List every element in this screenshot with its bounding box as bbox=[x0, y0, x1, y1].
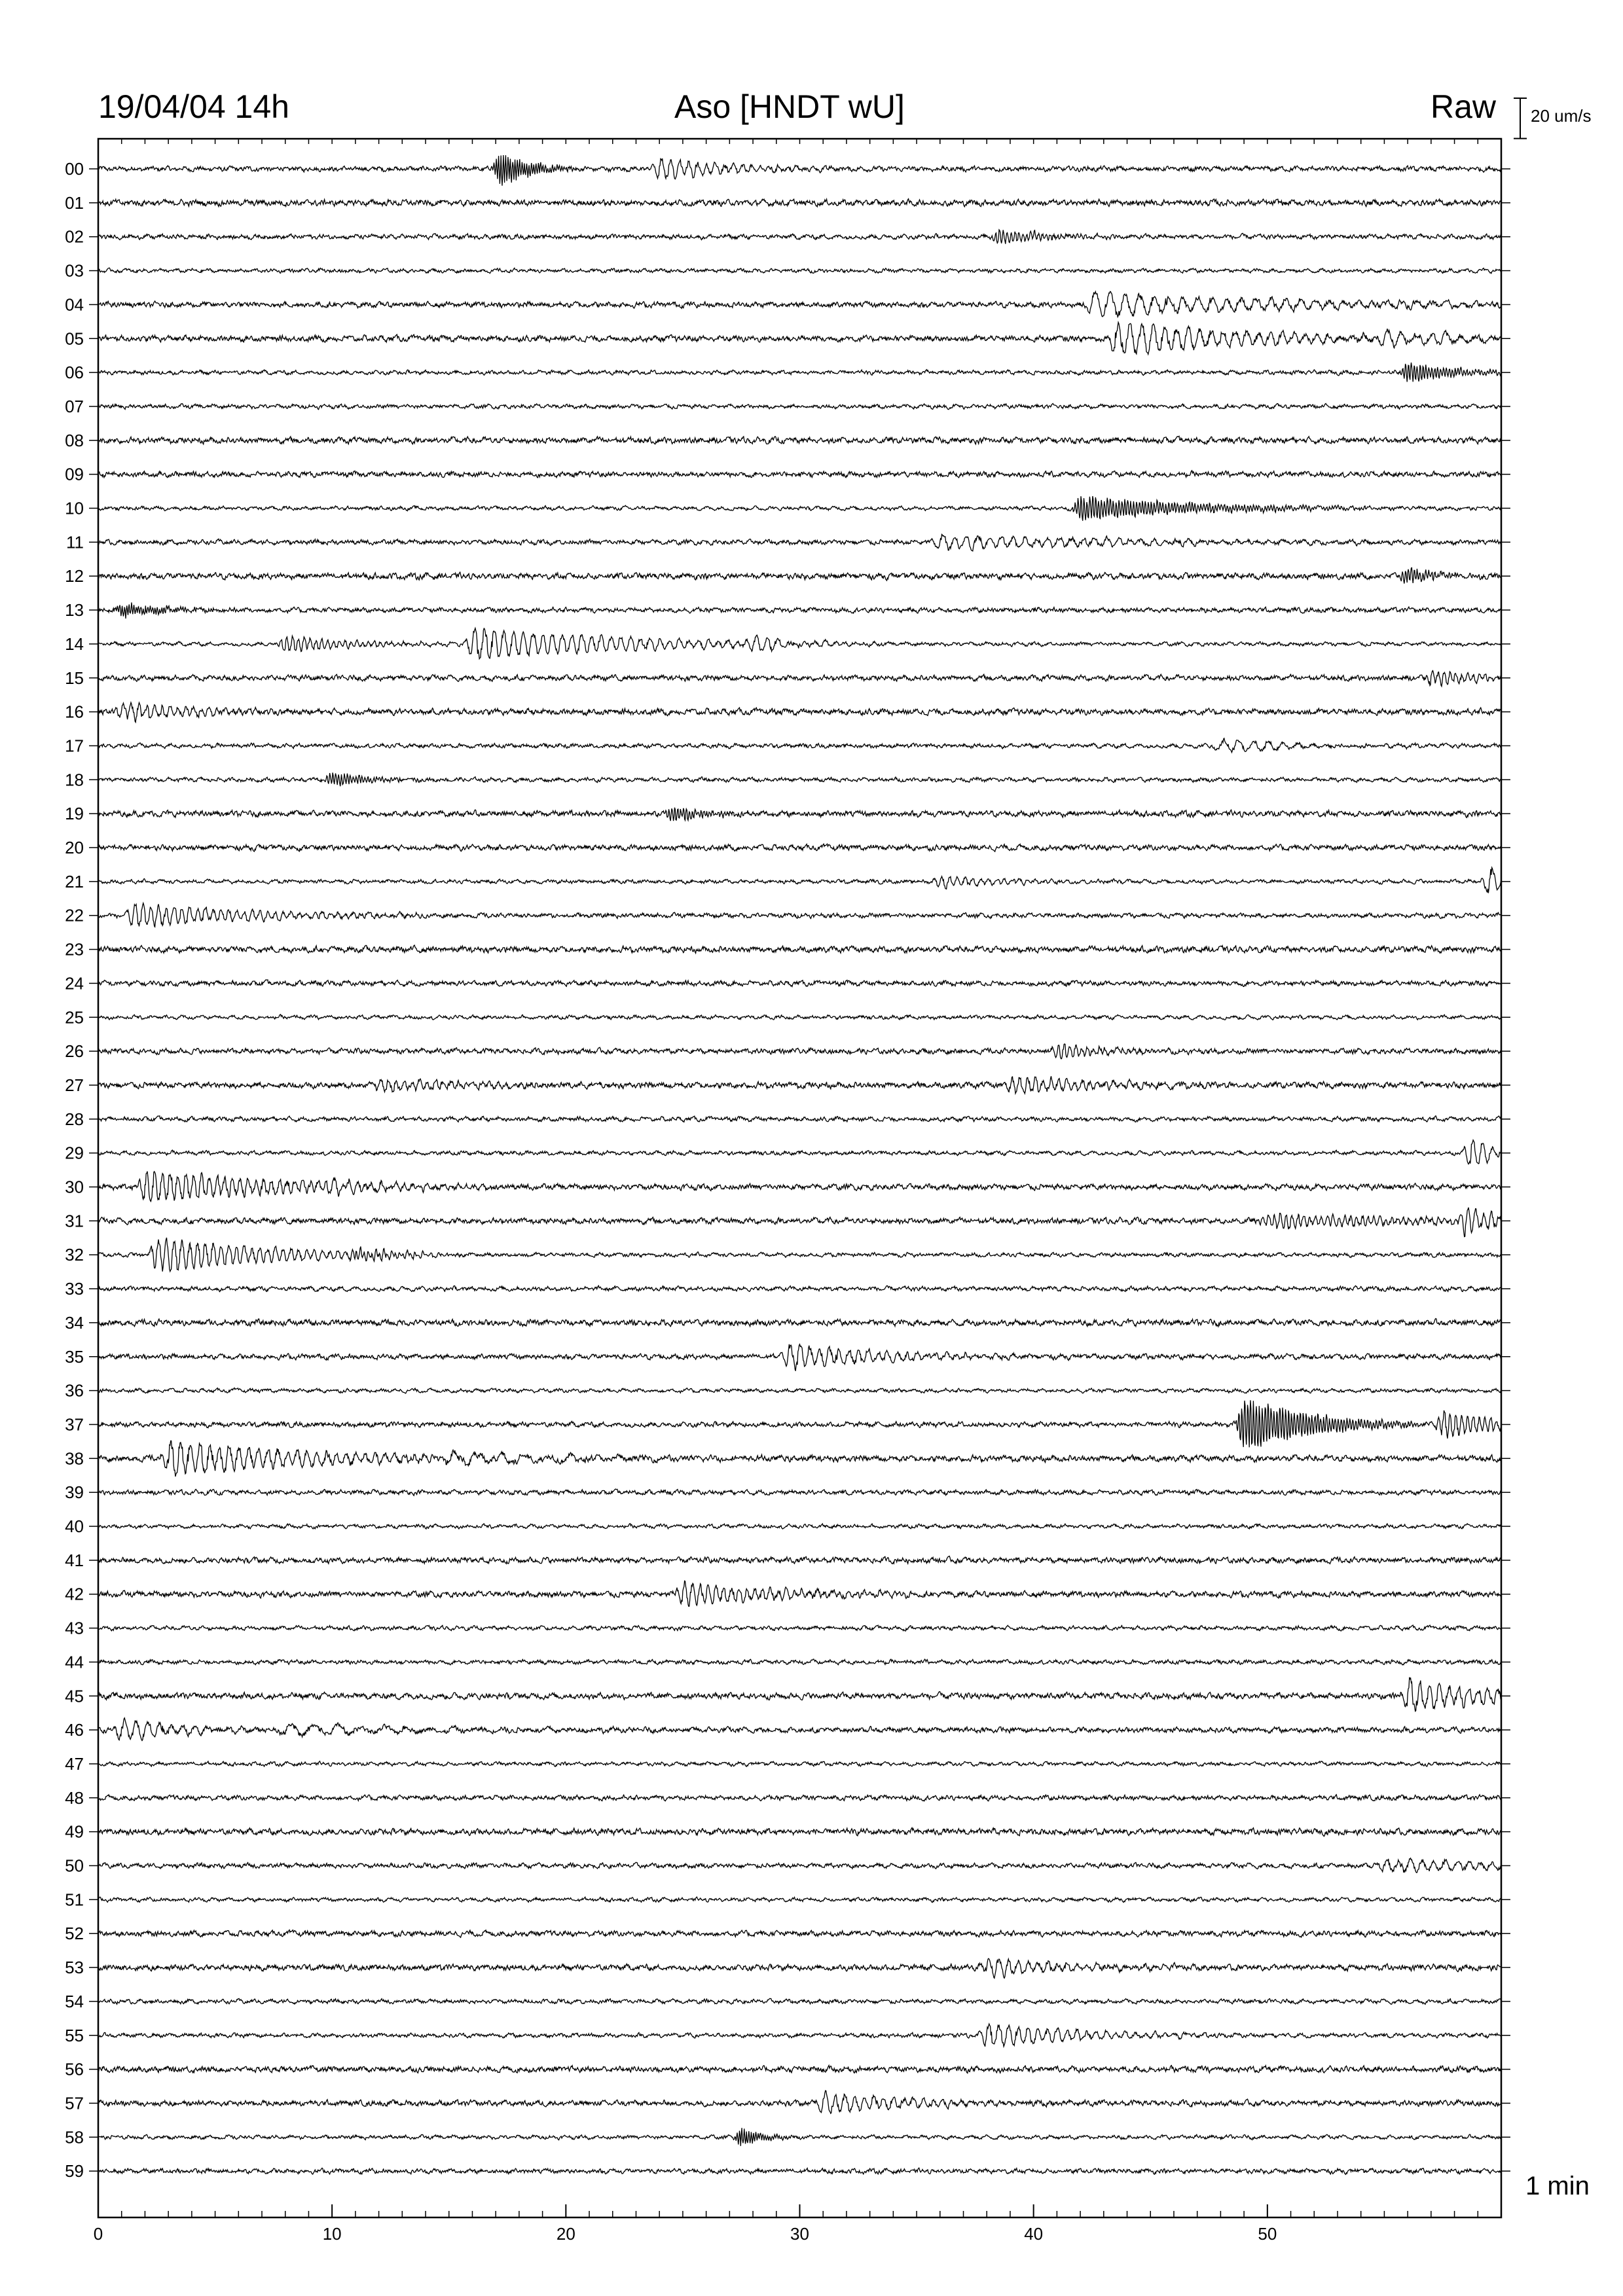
trace-line-04 bbox=[98, 291, 1501, 317]
trace-label-13: 13 bbox=[65, 600, 84, 620]
trace-line-46 bbox=[98, 1718, 1501, 1741]
trace-line-47 bbox=[98, 1761, 1501, 1767]
trace-line-03 bbox=[98, 268, 1501, 273]
x-unit-label: 1 min bbox=[1525, 2172, 1590, 2200]
x-tick-label: 40 bbox=[1024, 2224, 1044, 2244]
trace-label-12: 12 bbox=[65, 566, 84, 586]
trace-line-58 bbox=[98, 2128, 1501, 2146]
trace-line-51 bbox=[98, 1897, 1501, 1902]
trace-label-58: 58 bbox=[65, 2127, 84, 2147]
trace-line-29 bbox=[98, 1140, 1501, 1164]
trace-label-26: 26 bbox=[65, 1041, 84, 1062]
station-title: Aso [HNDT wU] bbox=[674, 88, 905, 125]
trace-line-16 bbox=[98, 702, 1501, 722]
trace-label-57: 57 bbox=[65, 2093, 84, 2113]
trace-line-28 bbox=[98, 1116, 1501, 1122]
trace-line-06 bbox=[98, 363, 1501, 382]
trace-label-32: 32 bbox=[65, 1245, 84, 1265]
trace-line-14 bbox=[98, 628, 1501, 659]
trace-label-group bbox=[65, 159, 1510, 2181]
trace-line-37 bbox=[98, 1400, 1501, 1447]
trace-line-38 bbox=[98, 1441, 1501, 1477]
trace-label-47: 47 bbox=[65, 1753, 84, 1774]
trace-line-32 bbox=[98, 1238, 1501, 1272]
trace-label-18: 18 bbox=[65, 770, 84, 790]
trace-line-19 bbox=[98, 808, 1501, 821]
trace-line-48 bbox=[98, 1795, 1501, 1801]
trace-label-48: 48 bbox=[65, 1787, 84, 1808]
trace-line-00 bbox=[98, 155, 1501, 186]
trace-line-18 bbox=[98, 773, 1501, 787]
trace-label-23: 23 bbox=[65, 939, 84, 960]
trace-label-20: 20 bbox=[65, 838, 84, 857]
trace-label-02: 02 bbox=[65, 226, 84, 247]
trace-label-11: 11 bbox=[66, 532, 84, 552]
trace-line-39 bbox=[98, 1489, 1501, 1496]
trace-line-56 bbox=[98, 2066, 1501, 2073]
x-tick-label: 50 bbox=[1258, 2224, 1277, 2244]
trace-label-49: 49 bbox=[65, 1821, 84, 1842]
trace-label-10: 10 bbox=[65, 498, 84, 518]
trace-label-55: 55 bbox=[65, 2025, 84, 2045]
trace-line-24 bbox=[98, 980, 1501, 986]
trace-line-25 bbox=[98, 1014, 1501, 1020]
trace-label-39: 39 bbox=[65, 1482, 84, 1503]
trace-line-05 bbox=[98, 322, 1501, 354]
trace-label-40: 40 bbox=[65, 1516, 84, 1536]
trace-label-06: 06 bbox=[65, 363, 84, 383]
trace-label-19: 19 bbox=[65, 804, 84, 824]
trace-line-34 bbox=[98, 1319, 1501, 1327]
trace-line-41 bbox=[98, 1556, 1501, 1564]
trace-label-14: 14 bbox=[65, 634, 84, 654]
trace-label-16: 16 bbox=[65, 702, 84, 722]
trace-line-50 bbox=[98, 1858, 1501, 1873]
trace-line-40 bbox=[98, 1524, 1501, 1529]
trace-line-01 bbox=[98, 199, 1501, 207]
trace-label-53: 53 bbox=[65, 1958, 84, 1978]
trace-line-42 bbox=[98, 1581, 1501, 1606]
x-tick-label: 0 bbox=[93, 2224, 103, 2244]
trace-label-35: 35 bbox=[65, 1346, 84, 1367]
trace-line-55 bbox=[98, 2024, 1501, 2047]
trace-label-04: 04 bbox=[65, 295, 84, 315]
trace-line-17 bbox=[98, 738, 1501, 753]
trace-label-27: 27 bbox=[65, 1075, 84, 1095]
trace-line-27 bbox=[98, 1076, 1501, 1094]
trace-line-53 bbox=[98, 1958, 1501, 1978]
trace-label-37: 37 bbox=[65, 1414, 84, 1435]
trace-group bbox=[98, 155, 1501, 2174]
trace-line-20 bbox=[98, 844, 1501, 852]
trace-label-29: 29 bbox=[65, 1143, 84, 1163]
trace-line-23 bbox=[98, 945, 1501, 953]
trace-line-59 bbox=[98, 2168, 1501, 2174]
date-label: 19/04/04 14h bbox=[98, 88, 289, 125]
trace-label-00: 00 bbox=[65, 159, 84, 179]
trace-label-52: 52 bbox=[65, 1924, 84, 1944]
trace-label-46: 46 bbox=[65, 1720, 84, 1740]
trace-line-54 bbox=[98, 1998, 1501, 2004]
x-axis-ticks bbox=[94, 2204, 1501, 2244]
trace-label-45: 45 bbox=[65, 1686, 84, 1706]
scale-label: 20 um/s bbox=[1531, 106, 1592, 126]
trace-label-34: 34 bbox=[65, 1312, 84, 1333]
trace-line-02 bbox=[98, 230, 1501, 244]
trace-line-21 bbox=[98, 868, 1501, 893]
trace-line-49 bbox=[98, 1828, 1501, 1837]
x-tick-label: 30 bbox=[790, 2224, 809, 2244]
trace-label-56: 56 bbox=[65, 2059, 84, 2079]
trace-label-15: 15 bbox=[65, 668, 84, 688]
trace-label-31: 31 bbox=[65, 1211, 84, 1231]
trace-line-44 bbox=[98, 1659, 1501, 1665]
trace-label-43: 43 bbox=[65, 1618, 84, 1638]
trace-label-28: 28 bbox=[65, 1109, 84, 1129]
trace-line-11 bbox=[98, 534, 1501, 551]
trace-label-33: 33 bbox=[65, 1279, 84, 1299]
x-tick-label: 10 bbox=[322, 2224, 342, 2244]
mode-label: Raw bbox=[1431, 88, 1497, 125]
trace-line-12 bbox=[98, 568, 1501, 584]
trace-label-54: 54 bbox=[65, 1991, 84, 2011]
trace-line-36 bbox=[98, 1388, 1501, 1393]
plot-frame-rect bbox=[98, 139, 1501, 2217]
trace-line-09 bbox=[98, 471, 1501, 478]
trace-label-22: 22 bbox=[65, 905, 84, 925]
trace-line-33 bbox=[98, 1285, 1501, 1291]
trace-label-21: 21 bbox=[65, 871, 84, 891]
trace-line-26 bbox=[98, 1044, 1501, 1059]
x-tick-label: 20 bbox=[556, 2224, 575, 2244]
plot-frame bbox=[98, 139, 1501, 2217]
trace-line-45 bbox=[98, 1677, 1501, 1712]
trace-line-57 bbox=[98, 2090, 1501, 2113]
trace-line-35 bbox=[98, 1344, 1501, 1371]
trace-line-43 bbox=[98, 1625, 1501, 1631]
trace-label-59: 59 bbox=[65, 2161, 84, 2181]
trace-label-01: 01 bbox=[65, 192, 84, 213]
trace-label-36: 36 bbox=[65, 1380, 84, 1401]
trace-label-25: 25 bbox=[65, 1007, 84, 1028]
trace-label-38: 38 bbox=[65, 1448, 84, 1469]
trace-line-13 bbox=[98, 603, 1501, 619]
trace-label-24: 24 bbox=[65, 973, 84, 994]
trace-line-22 bbox=[98, 903, 1501, 927]
trace-line-15 bbox=[98, 671, 1501, 687]
trace-label-44: 44 bbox=[65, 1652, 84, 1672]
trace-label-51: 51 bbox=[65, 1890, 84, 1910]
trace-line-31 bbox=[98, 1208, 1501, 1237]
amplitude-scale-bar bbox=[1514, 98, 1527, 139]
trace-line-10 bbox=[98, 496, 1501, 521]
trace-line-52 bbox=[98, 1930, 1501, 1938]
trace-label-42: 42 bbox=[65, 1584, 84, 1604]
trace-line-30 bbox=[98, 1172, 1501, 1202]
trace-label-09: 09 bbox=[65, 464, 84, 484]
trace-line-08 bbox=[98, 436, 1501, 444]
trace-label-17: 17 bbox=[65, 736, 84, 756]
trace-label-07: 07 bbox=[65, 396, 84, 416]
trace-label-03: 03 bbox=[65, 260, 84, 281]
trace-label-41: 41 bbox=[65, 1550, 84, 1570]
trace-label-50: 50 bbox=[65, 1856, 84, 1876]
trace-line-07 bbox=[98, 404, 1501, 410]
trace-label-05: 05 bbox=[65, 329, 84, 349]
trace-label-08: 08 bbox=[65, 430, 84, 450]
trace-label-30: 30 bbox=[65, 1177, 84, 1197]
